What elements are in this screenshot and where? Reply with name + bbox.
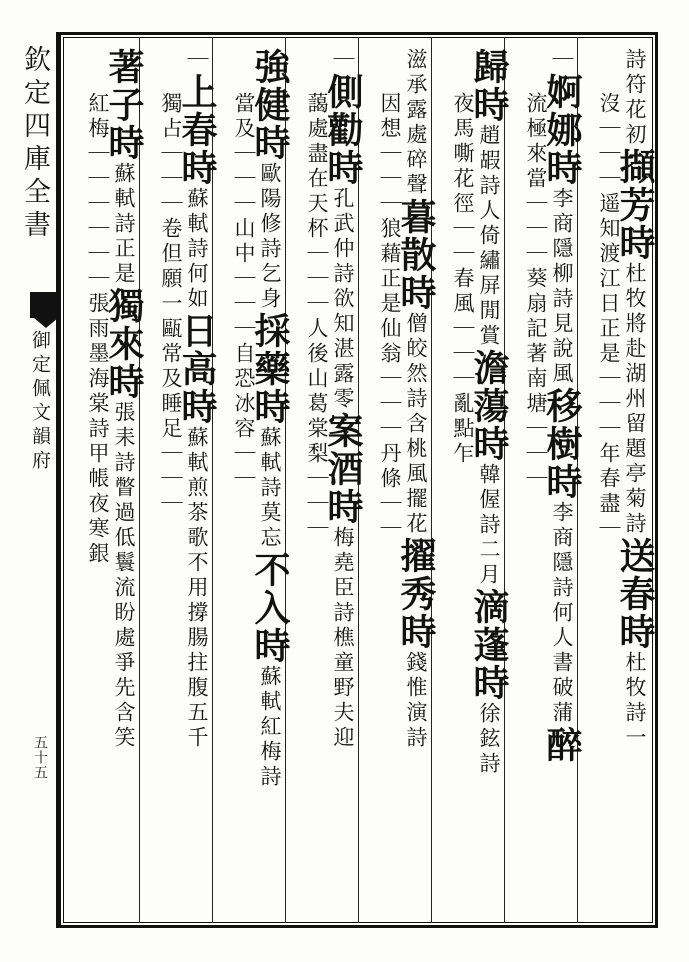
entry-citation: 蘇軾詩何如 [185, 187, 209, 312]
entry-citation: 蘇軾詩莫忘 [258, 426, 282, 551]
entry-headword: 移樹時 [541, 387, 583, 501]
entry-headword: 側勸時 [322, 73, 364, 187]
entry-headword: 採藥時 [249, 312, 291, 426]
entry-citation: 葵扇記著南塘｜｜｜ [524, 267, 548, 492]
entry-citation: 杜牧詩一 [623, 651, 647, 751]
entry-headword: 著子時 [103, 48, 145, 162]
text-column [438, 92, 488, 467]
entry-citation: 當及｜｜｜ [232, 92, 256, 217]
entry-citation: 孔武仲詩欲知湛露零 [331, 187, 355, 412]
fish-tail-mark-icon [30, 292, 58, 318]
entry-citation: ｜｜｜ [86, 217, 110, 292]
entry-citation: 李商隱柳詩見說風 [550, 187, 574, 387]
text-column [511, 92, 561, 492]
entry-citation: 紅梅｜｜｜ [86, 92, 110, 217]
entry-headword: 上春時 [176, 73, 218, 187]
text-column [146, 92, 196, 517]
entry-citation: 趙嘏詩人倚繡屏閒賞 [477, 124, 501, 349]
entry-citation: 歐陽修詩乞身 [258, 162, 282, 312]
entry-headword: 獨來時 [103, 287, 145, 401]
entry-citation: 春風｜｜｜ [451, 267, 475, 392]
entry-headword: 日高時 [176, 312, 218, 426]
entry-citation: 蘇軾詩正是 [112, 162, 136, 287]
entry-headword: 送春時 [614, 537, 656, 651]
entry-citation: 狼藉正是仙翁｜｜｜ [378, 217, 402, 442]
entry-headword: 歸時 [468, 48, 510, 124]
entry-citation: 韓偓詩二月 [477, 463, 501, 588]
entry-citation: ｜ [550, 48, 574, 73]
margin-book-name: 御定佩文韻府 [29, 330, 51, 474]
entry-citation: 自恐冰容｜｜ [232, 342, 256, 492]
entry-headword: 澹蕩時 [468, 349, 510, 463]
text-column [219, 92, 269, 492]
entry-headword: 暮散時 [395, 198, 437, 312]
entry-citation: 梅堯臣詩樵童野夫迎 [331, 526, 355, 751]
entry-citation: 蘇軾煎茶歌不用撐腸拄腹五千 [185, 426, 209, 751]
entry-citation: ｜ [331, 48, 355, 73]
entry-citation: 獨占｜｜｜ [159, 92, 183, 217]
entry-citation: 錢惟演詩 [404, 651, 428, 751]
text-column [584, 92, 634, 542]
entry-citation: 藹處盡在天杯｜｜｜ [305, 92, 329, 317]
entry-citation: 詩符花初 [623, 48, 647, 148]
entry-citation: 僧皎然詩含桃風擺花 [404, 312, 428, 537]
entry-headword: 不入時 [249, 551, 291, 665]
margin-page-number: 五十五 [32, 735, 48, 780]
entry-citation: 滋承露處碎聲 [404, 48, 428, 198]
entry-citation: 沒｜｜｜ [597, 92, 621, 192]
text-column [365, 92, 415, 542]
entry-headword: 強健時 [249, 48, 291, 162]
margin-book-title: 欽定四庫全書 [19, 45, 50, 243]
entry-citation: 蘇軾紅梅詩 [258, 665, 282, 790]
entry-headword: 擢秀時 [395, 537, 437, 651]
entry-citation: 張耒詩瞥過低鬟流盼處爭先含笑 [112, 401, 136, 751]
entry-citation: 人後山葛棠梨｜｜｜ [305, 317, 329, 542]
entry-citation: 李商隱詩何人書破蒲 [550, 501, 574, 726]
entry-citation: 杜牧將赴湖州留題亭菊詩 [623, 262, 647, 537]
entry-citation: 張雨墨海棠詩甲帳夜寒銀 [86, 292, 110, 567]
entry-citation: 流極來當｜｜｜ [524, 92, 548, 267]
entry-headword: 醉 [541, 726, 583, 764]
entry-headword: 案酒時 [322, 412, 364, 526]
entry-citation: 亂點乍 [451, 392, 475, 467]
entry-citation: 丹條｜｜ [378, 442, 402, 542]
entry-citation: 卷但願一甌常及睡足｜｜｜ [159, 217, 183, 517]
entry-citation: ｜ [185, 48, 209, 73]
entry-headword: 擷芳時 [614, 148, 656, 262]
entry-headword: 婀娜時 [541, 73, 583, 187]
entry-headword: 滴蓬時 [468, 588, 510, 702]
entry-citation: 山中｜｜｜ [232, 217, 256, 342]
entry-citation: 遥知渡江日正是｜｜｜ [597, 192, 621, 442]
entry-citation: 夜馬嘶花徑｜｜ [451, 92, 475, 267]
text-column [73, 92, 123, 567]
text-column [292, 92, 342, 542]
entry-citation: 因想｜｜｜ [378, 92, 402, 217]
entry-citation: 徐鉉詩 [477, 702, 501, 777]
entry-citation: 年春盡｜ [597, 442, 621, 542]
